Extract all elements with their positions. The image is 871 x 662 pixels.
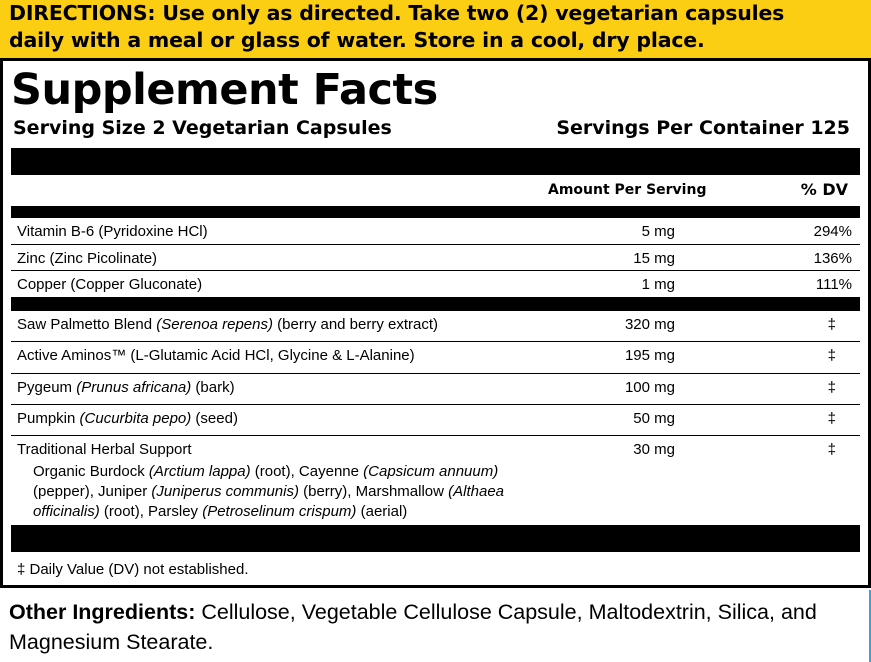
header-amount-per-serving: Amount Per Serving	[548, 182, 707, 198]
table-row	[11, 245, 860, 272]
ingredient-name-text: Pumpkin	[17, 410, 80, 427]
divider-bar-top	[11, 148, 860, 175]
other-ingredients-label: Other Ingredients:	[9, 600, 196, 624]
directions-banner	[0, 0, 871, 58]
ingredient-amount: 100 mg	[624, 378, 675, 396]
ingredient-dv: 294%	[813, 223, 852, 240]
sub-ingredient-latin: (Petroselinum crispum)	[202, 503, 357, 520]
ingredient-dv: 111%	[815, 276, 852, 293]
ingredient-name-text: Saw Palmetto Blend	[17, 316, 157, 333]
other-ingredients-text: Cellulose, Vegetable Cellulose Capsule, Maltodextrin, Silica, and Magnesium Stearate.	[9, 600, 817, 654]
ingredient-amount: 1 mg	[641, 276, 675, 293]
dv-footnote: ‡ Daily Value (DV) not established.	[17, 561, 249, 578]
sub-ingredient-text: Organic Burdock	[33, 463, 149, 480]
ingredient-amount: 50 mg	[633, 410, 675, 427]
ingredient-amount: 5 mg	[641, 223, 675, 240]
table-row	[11, 218, 860, 245]
divider-bar-bottom	[11, 525, 860, 552]
directions-line-1	[9, 0, 871, 27]
herbal-sub-ingredients	[33, 462, 533, 522]
sub-ingredient-latin: (Arctium lappa)	[148, 463, 251, 480]
ingredient-part: (seed)	[191, 410, 238, 427]
table-row	[11, 374, 860, 406]
ingredient-name	[17, 316, 438, 333]
ingredient-amount: 30 mg	[633, 441, 675, 458]
ingredient-amount: 320 mg	[624, 316, 675, 333]
ingredient-part: (berry and berry extract)	[272, 316, 439, 333]
ingredient-dv: ‡	[827, 410, 836, 427]
ingredient-amount: 15 mg	[633, 249, 675, 267]
table-row	[11, 271, 860, 297]
ingredient-dv: ‡	[827, 378, 836, 396]
sub-ingredient-latin: (Juniperus communis)	[151, 483, 299, 500]
ingredient-name	[17, 379, 235, 396]
sub-ingredient-text: (root), Parsley	[99, 503, 203, 520]
ingredient-dv: ‡	[827, 316, 836, 333]
table-row	[11, 342, 860, 374]
ingredient-name	[17, 347, 415, 364]
ingredient-dv: ‡	[827, 347, 836, 364]
sub-ingredient-text: (berry), Marshmallow	[298, 483, 449, 500]
supplement-facts-panel	[0, 58, 871, 588]
ingredient-latin-name: (Cucurbita pepo)	[79, 410, 192, 427]
ingredient-name	[17, 410, 238, 427]
divider-bar-header	[11, 206, 860, 218]
ingredient-dv: ‡	[827, 441, 836, 458]
table-row	[11, 436, 860, 525]
sub-ingredient-latin: (Althaea officinalis)	[33, 483, 505, 520]
servings-per-container: Servings Per Container 125	[556, 117, 850, 139]
sub-ingredient-text: (root), Cayenne	[250, 463, 364, 480]
ingredient-amount: 195 mg	[624, 347, 675, 364]
table-row	[11, 311, 860, 342]
ingredient-latin-name: (Serenoa repens)	[156, 316, 273, 333]
sub-ingredient-text: (pepper), Juniper	[33, 483, 152, 500]
directions-line-2: daily with a meal or glass of water. Store in a cool, dry place.	[9, 28, 705, 52]
ingredient-name: Copper (Copper Gluconate)	[17, 276, 203, 293]
ingredient-name-text: Pygeum	[17, 378, 77, 396]
sub-ingredient-latin: (Capsicum annuum)	[363, 463, 499, 480]
directions-text-1: Use only as directed. Take two (2) vegetarian capsules	[162, 1, 785, 25]
ingredient-name: Vitamin B-6 (Pyridoxine HCl)	[17, 223, 208, 240]
divider-bar-middle	[11, 297, 860, 311]
ingredient-name: Zinc (Zinc Picolinate)	[17, 249, 158, 267]
serving-size: Serving Size 2 Vegetarian Capsules	[13, 117, 392, 139]
ingredient-latin-name: (Prunus africana)	[76, 378, 192, 396]
ingredient-name-text: Active Aminos™ (L-Glutamic Acid HCl, Glycine & L-Alanine)	[17, 347, 415, 364]
ingredient-part: (bark)	[191, 378, 235, 396]
table-row	[11, 405, 860, 436]
sub-ingredient-text: (aerial)	[356, 503, 408, 520]
directions-label: DIRECTIONS:	[9, 1, 156, 25]
ingredient-name: Traditional Herbal Support	[17, 441, 192, 458]
other-ingredients	[0, 590, 871, 662]
ingredient-dv: 136%	[813, 249, 852, 267]
facts-title: Supplement Facts	[11, 65, 438, 115]
header-percent-dv: % DV	[800, 180, 848, 199]
